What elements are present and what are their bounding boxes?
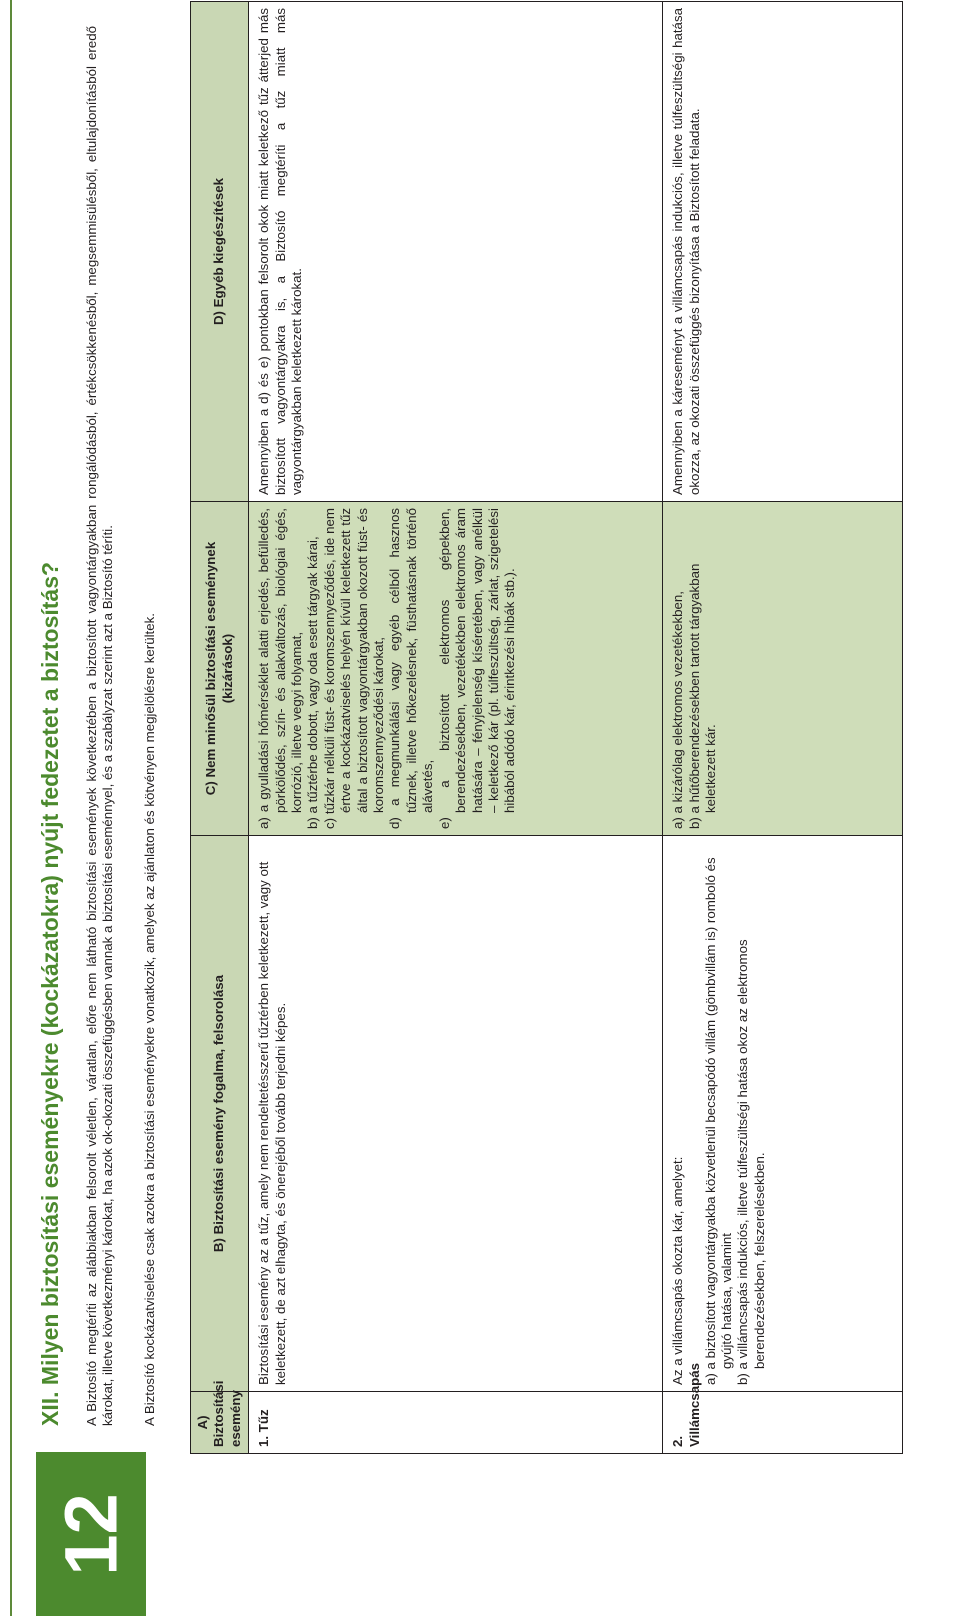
header-exclusions: C) Nem minősül biztosítási eseménynek (kizárások)	[191, 502, 249, 836]
list-item: b) a tűztérbe dobott, vagy oda esett tárgyak kárai,	[305, 536, 321, 829]
event-fire: 1. Tűz	[249, 1392, 663, 1454]
table-header-row	[191, 2, 249, 1454]
insured-events-table	[190, 1, 903, 1454]
extras-fire: Amennyiben a d) és e) pontokban felsorolt okok miatt keletkező tűz átterjed más biztosított vagyontárgyakra is, a Biztosító megtéríti a tűz miatt más vagyontárgyakban keletkezett károkat.	[249, 2, 663, 502]
table-row-fire	[249, 2, 663, 1454]
list-item: b) a villámcsapás indukciós, illetve túlfeszültségi hatása okoz az elektromos berendezésekben, felszerelésekben.	[735, 939, 767, 1385]
extras-lightning: Amennyiben a káreseményt a villámcsapás indukciós, illetve túlfeszültségi hatása okozza, az okozati összefüggés bizonyítása a Biztosított feladata.	[663, 2, 903, 502]
intro-paragraph: A Biztosító megtéríti az alábbiakban felsorolt véletlen, váratlan, előre nem látható biztosítási események következtében a biztosított vagyontárgyakban rongálódásból, értékcsökkenésből, megsemmisülésből, eltulajdonításból eredő károkat, illetve következményi károkat, ha azok ok-okozati összefüggésben vannak a biztosítási eseménnyel, és a szabályzat szerint azt a Biztosító téríti.	[84, 26, 115, 1426]
definition-lightning-intro: Az a villámcsapás okozta kár, amelyet:	[670, 1156, 686, 1385]
exclusions-lightning	[663, 502, 903, 836]
definition-lightning-list	[703, 842, 769, 1385]
table-row-lightning	[663, 2, 903, 1454]
page-number: 12	[49, 1492, 133, 1576]
section-title: XII. Milyen biztosítási eseményekre (kockázatokra) nyújt fedezetet a biztosítás?	[37, 561, 63, 1426]
header-event: A) Biztosítási esemény	[191, 1392, 249, 1454]
list-item: e) a biztosított elektromos gépekben, berendezésekben, vezetékekben elektromos áram hatására – fényjelenség kíséretében, vagy anélkül – keletkező kár (pl. túlfeszültség, zárlat, szigetelési hibából adódó kár, érintkezési hibák stb.).	[436, 508, 518, 829]
exclusions-fire-list	[256, 508, 519, 829]
spacer	[687, 842, 703, 1385]
definition-fire: Biztosítási esemény az a tűz, amely nem rendeltetésszerű tűztérben keletkezett, vagy ott keletkezett, de azt elhagyta, és önerejéből tovább terjedni képes.	[249, 836, 663, 1392]
definition-lightning	[663, 836, 903, 1392]
list-item: a) a kizárólag elektromos vezetékekben,	[670, 591, 686, 829]
list-item: d) a megmunkálási vagy egyéb célból hasznos tűznek, illetve hőkezelésnek, füsthatásnak történő alávetés,	[387, 508, 436, 829]
event-lightning: 2. Villámcsapás	[663, 1392, 903, 1454]
list-item: a) a gyulladási hőmérséklet alatti erjedés, befülledés, pörkölődés, szín- és alakváltozás, biológiai égés, korrózió, illetve vegyi folyamat,	[256, 508, 305, 829]
header-definition: B) Biztosítási esemény fogalma, felsorolása	[191, 836, 249, 1392]
list-item: b) a hűtőberendezésekben tartott tárgyakban keletkezett kár.	[686, 563, 719, 829]
list-item: a) a biztosított vagyontárgyakba közvetlenül becsapódó villám (gömbvillám is) romboló és gyújtó hatása, valamint	[702, 857, 735, 1385]
exclusions-fire	[249, 502, 663, 836]
exclusions-lightning-list	[670, 508, 719, 829]
header-extras: D) Egyéb kiegészítések	[191, 2, 249, 502]
list-item: c) tűzkár nélküli füst- és koromszennyeződés, ide nem értve a kockázatviselés helyén kívül keletkezett tűz által a biztosított vagyontárgyakban okozott füst- és koromszennyeződési károkat,	[321, 508, 387, 829]
coverage-note: A Biztosító kockázatviselése csak azokra a biztosítási eseményekre vonatkozik, amelyek az ajánlaton és kötvényen megjelölésre kerültek.	[142, 613, 157, 1426]
